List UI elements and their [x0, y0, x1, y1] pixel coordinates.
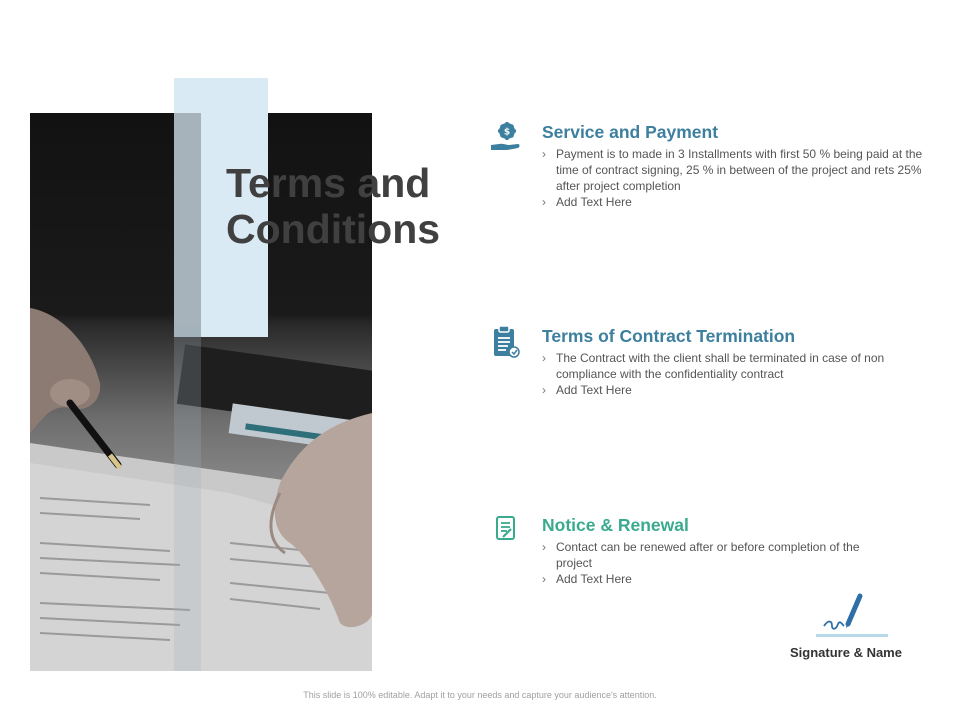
list-item: › Add Text Here	[542, 572, 632, 586]
svg-text:$: $	[503, 127, 511, 138]
signature-line	[816, 634, 888, 637]
bullet-list	[542, 350, 924, 398]
list-item: › The Contract with the client shall be terminated in case of non compliance with the confidentiality contract	[542, 351, 885, 381]
accent-strip-overlay	[174, 326, 201, 671]
list-item: › Payment is to made in 3 Installments with first 50 % being paid at the time of contract signing, 25 % in between of the project and rets 25% after project completion	[542, 147, 923, 193]
clipboard-document-icon	[490, 326, 522, 358]
pen-signature-icon	[820, 590, 880, 638]
accent-strip	[174, 113, 201, 337]
section-service-payment	[490, 122, 930, 212]
notepad-pen-icon	[490, 515, 522, 547]
dollar-gear-hand-icon	[490, 122, 522, 154]
list-item: › Add Text Here	[542, 383, 632, 397]
bullet-list	[542, 539, 872, 587]
list-item: › Contact can be renewed after or before completion of the project	[542, 540, 860, 570]
section-contract-termination	[490, 326, 930, 406]
signature-label: Signature & Name	[790, 645, 902, 660]
title-line-2: Conditions	[226, 206, 441, 252]
bullet-list	[542, 146, 924, 210]
section-notice-renewal	[490, 515, 930, 595]
page-title	[226, 160, 486, 252]
footer-note: This slide is 100% editable. Adapt it to your needs and capture your audience's attention.	[303, 690, 657, 700]
section-heading: Terms of Contract Termination	[542, 326, 796, 346]
section-heading: Notice & Renewal	[542, 515, 689, 535]
section-heading: Service and Payment	[542, 122, 719, 142]
list-item: › Add Text Here	[542, 195, 632, 209]
title-line-1: Terms and	[226, 160, 431, 206]
